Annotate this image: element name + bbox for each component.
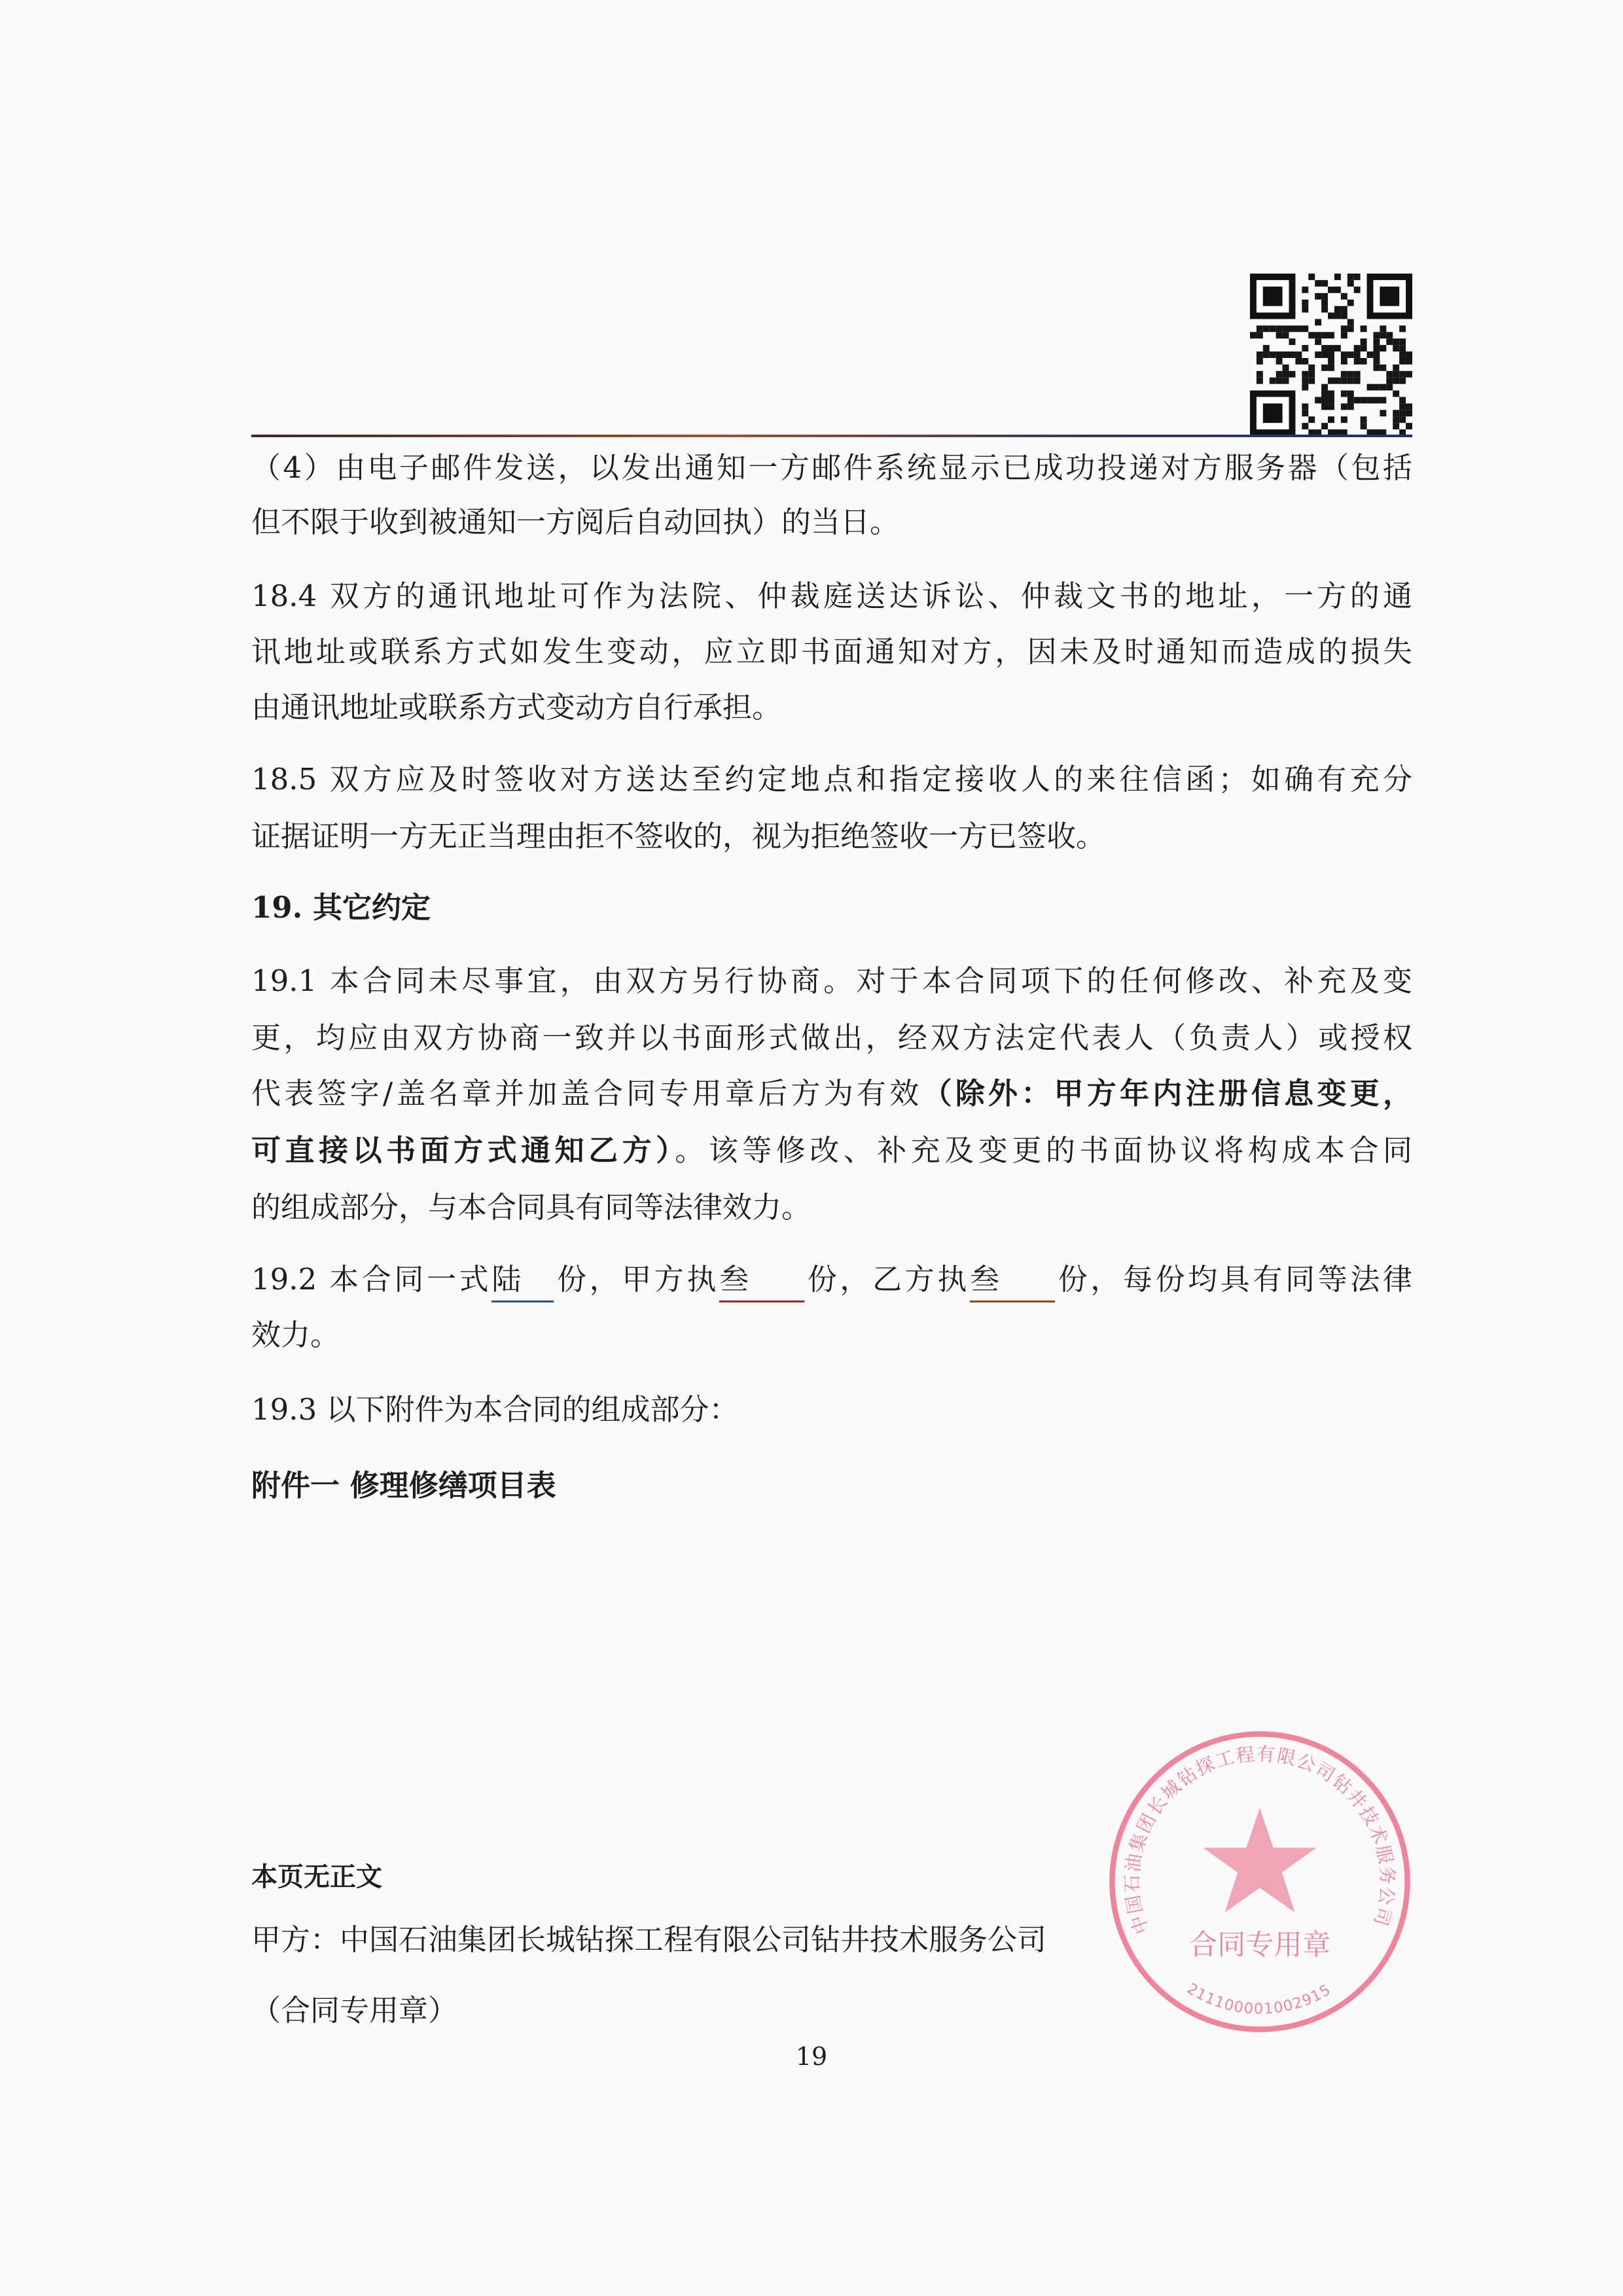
clause-18-5: 18.5 双方应及时签收对方送达至约定地点和指定接收人的来往信函；如确有充分 xyxy=(251,762,1412,797)
party-a-line: 甲方：中国石油集团长城钻探工程有限公司钻井技术服务公司 xyxy=(251,1922,1047,1957)
text: 。该等修改、补充及变更的书面协议将构成本合同 xyxy=(675,1133,1412,1168)
qr-code xyxy=(1250,274,1412,436)
star-icon xyxy=(1204,1808,1317,1912)
clause-19-1: 19.1 本合同未尽事宜，由双方另行协商。对于本合同项下的任何修改、补充及变 xyxy=(251,963,1412,998)
seal-label: （合同专用章） xyxy=(251,1993,458,2028)
paragraph-line: 效力。 xyxy=(251,1318,340,1352)
bold-text: 可直接以书面方式通知乙方） xyxy=(251,1133,675,1168)
text: 份，甲方执 xyxy=(554,1262,720,1297)
text: 代表签字/盖名章并加盖合同专用章后方为有效 xyxy=(251,1076,923,1111)
clause-19-2 xyxy=(251,1259,1412,1300)
seal-center-text: 合同专用章 xyxy=(1188,1928,1331,1962)
seal-code-text: 211100001002915 xyxy=(1183,1980,1334,2018)
annex-title: 附件一 修理修缮项目表 xyxy=(251,1468,556,1503)
paragraph-line: 更，均应由双方协商一致并以书面形式做出，经双方法定代表人（负责人）或授权 xyxy=(251,1020,1412,1055)
text: 19.2 本合同一式 xyxy=(251,1262,492,1297)
no-text-note: 本页无正文 xyxy=(251,1861,382,1892)
paragraph-line: 讯地址或联系方式如发生变动，应立即书面通知对方，因未及时通知而造成的损失 xyxy=(251,634,1412,669)
page-number: 19 xyxy=(795,2042,828,2071)
seal-ring-text: 中国石油集团长城钻探工程有限公司钻井技术服务公司 xyxy=(1121,1743,1399,1937)
clause-19-3: 19.3 以下附件为本合同的组成部分： xyxy=(251,1392,739,1427)
copies-party-a-field: 叁 xyxy=(719,1259,804,1302)
paragraph-line: 的组成部分，与本合同具有同等法律效力。 xyxy=(251,1190,812,1225)
paragraph-line xyxy=(251,1073,1412,1115)
header-rule xyxy=(251,435,1412,437)
copies-party-b-field: 叁 xyxy=(970,1259,1055,1302)
text: 份，乙方执 xyxy=(804,1262,970,1297)
company-seal xyxy=(1106,1728,1414,2036)
paragraph-line xyxy=(251,1130,1412,1172)
copies-total-field: 陆 xyxy=(491,1259,554,1302)
section-heading-19: 19. 其它约定 xyxy=(251,890,431,925)
paragraph-line: 由通讯地址或联系方式变动方自行承担。 xyxy=(251,690,782,725)
paragraph-line: （4）由电子邮件发送，以发出通知一方邮件系统显示已成功投递对方服务器（包括 xyxy=(251,450,1412,485)
paragraph-line: 但不限于收到被通知一方阅后自动回执）的当日。 xyxy=(251,505,900,539)
paragraph-line: 证据证明一方无正当理由拒不签收的，视为拒绝签收一方已签收。 xyxy=(251,819,1106,853)
clause-18-4: 18.4 双方的通讯地址可作为法院、仲裁庭送达诉讼、仲裁文书的地址，一方的通 xyxy=(251,579,1412,613)
bold-text: （除外：甲方年内注册信息变更， xyxy=(922,1076,1412,1111)
text: 份，每份均具有同等法律 xyxy=(1054,1262,1412,1297)
